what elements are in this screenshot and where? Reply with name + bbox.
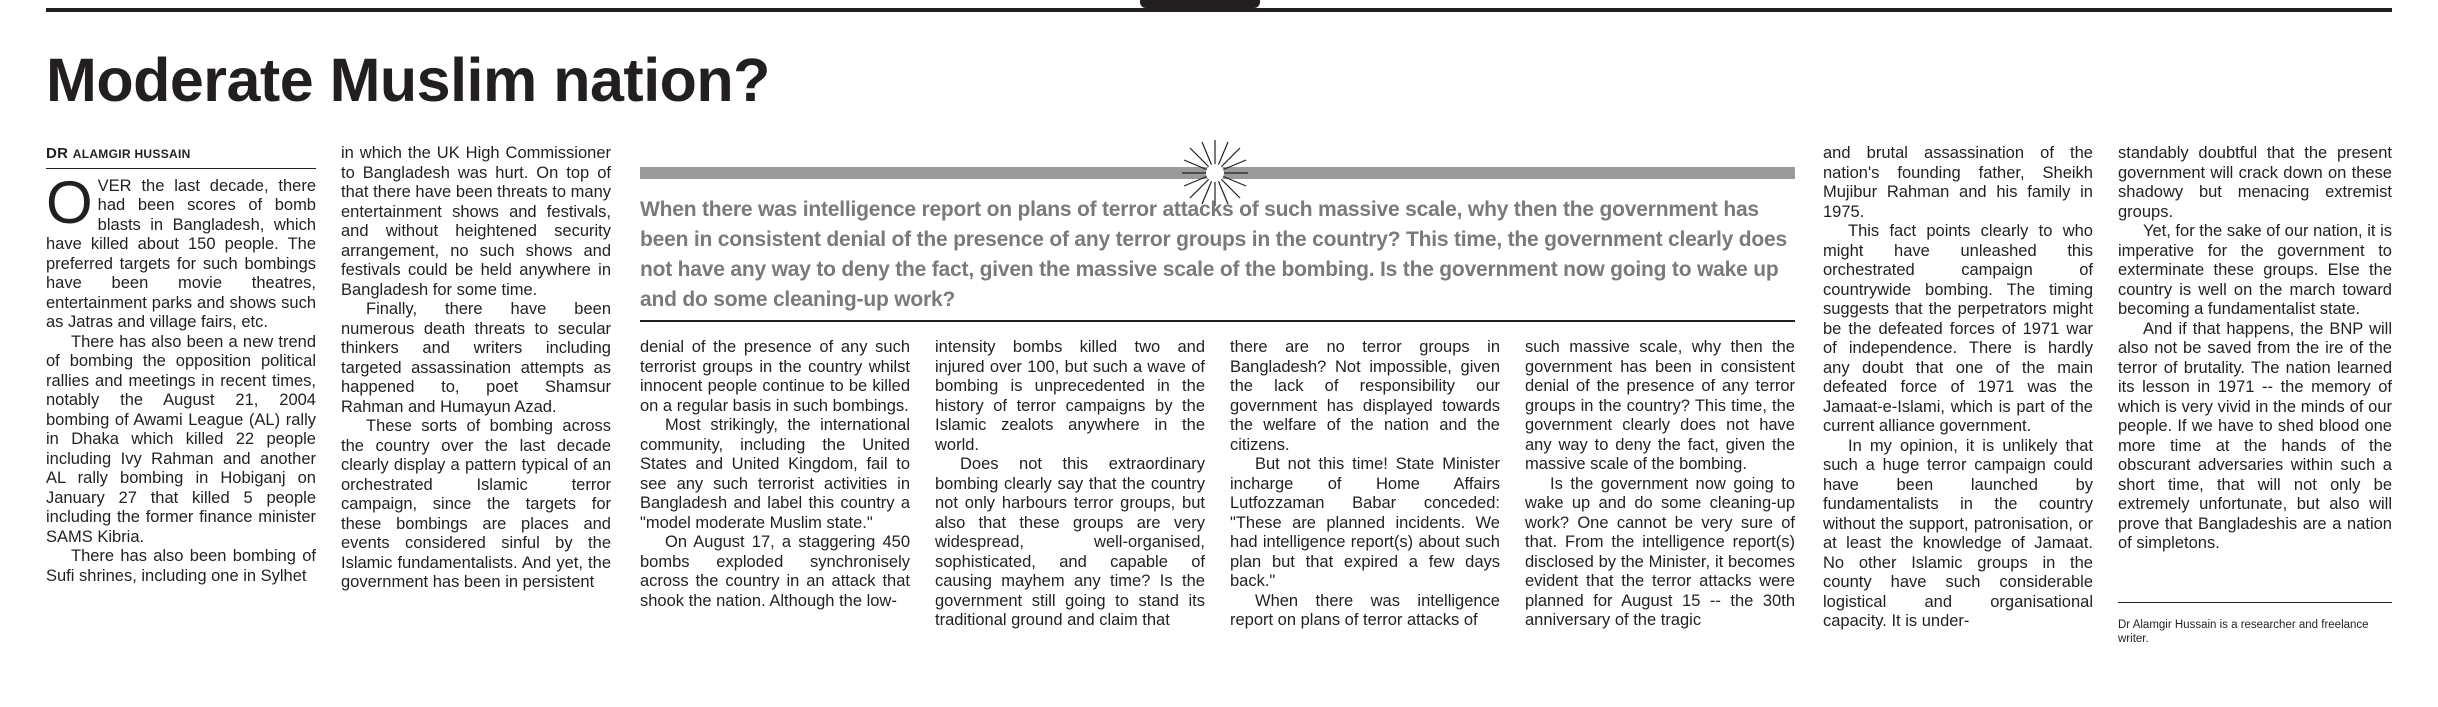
paragraph: Finally, there have been numerous death threats to secular thinkers and writers including targeted assassination attempts as happened to, poet Shamsur Rahman and Humayun Azad.: [341, 300, 611, 416]
drop-cap: O: [46, 168, 93, 236]
paragraph: But not this time! State Minister incharge of Home Affairs Lutfozzaman Babar conceded: "These are planned incidents. We had intelligence report(s) about such plan but that expired a few days back.": [1230, 455, 1500, 590]
paragraph: There has also been bombing of Sufi shrines, including one in Sylhet: [46, 547, 316, 585]
top-rule: [46, 8, 2392, 12]
column-5: [1230, 338, 1500, 631]
paragraph: denial of the presence of any such terrorist groups in the country whilst innocent people continue to be killed on a regular basis in such bombings.: [640, 338, 910, 415]
author-note-rule: [2118, 602, 2392, 603]
paragraph: When there was intelligence report on plans of terror attacks of: [1230, 591, 1500, 629]
paragraph: there are no terror groups in Bangladesh? Not impossible, given the lack of responsibility our government has displayed towards the welfare of the nation and the citizens.: [1230, 338, 1500, 454]
column-1: [46, 144, 316, 586]
column-2: [341, 144, 611, 593]
paragraph: This fact points clearly to who might have unleashed this orchestrated campaign of countrywide bombing. The timing suggests that the perpetrators might be the defeated forces of 1971 war of independence. There is hardly any doubt that one of the main defeated force of 1971 was the Jamaat-e-Islami, which is part of the current alliance government.: [1823, 222, 2093, 435]
column-8: [2118, 144, 2392, 554]
headline: Moderate Muslim nation?: [46, 46, 770, 114]
paragraph: On August 17, a staggering 450 bombs exploded synchronisely across the country in an attack that shook the nation. Although the low-: [640, 533, 910, 610]
column-7: [1823, 144, 2093, 632]
paragraph: such massive scale, why then the government has been in consistent denial of the presence of any terror groups in the country? This time, the government clearly does not have any way to deny the fact, given the massive scale of the bombing.: [1525, 338, 1795, 473]
paragraph: and brutal assassination of the nation's founding father, Sheikh Mujibur Rahman and his family in 1975.: [1823, 144, 2093, 221]
paragraph: standably doubtful that the present government will crack down on these shadowy but menacing extremist groups.: [2118, 144, 2392, 221]
column-4: [935, 338, 1205, 631]
paragraph: These sorts of bombing across the country over the last decade clearly display a pattern typical of an orchestrated Islamic terror campaign, since the targets for these bombings are places and events considered sinful by the Islamic fundamentalists. And yet, the government has been in persistent: [341, 417, 611, 591]
byline: DR ALAMGIR HUSSAIN: [46, 144, 316, 169]
paragraph: Is the government now going to wake up and do some cleaning-up work? One cannot be very sure of that. From the intelligence report(s) disclosed by the Minister, it becomes evident that the terror attacks were planned for August 15 -- the 30th anniversary of the tragic: [1525, 474, 1795, 629]
pull-quote-rule: [640, 320, 1795, 322]
paragraph: And if that happens, the BNP will also not be saved from the ire of the terror of brutality. The nation learned its lesson in 1971 -- the memory of which is very vivid in the minds of our people. If we have to shed blood one more time at the hands of the obscurant adversaries within such a short time, that will not only be extremely unfortunate, but also will prove that Bangladeshis are a nation of simpletons.: [2118, 319, 2392, 552]
paragraph: OVER the last decade, there had been scores of bomb blasts in Bangladesh, which have killed about 150 people. The preferred targets for such bombings have been movie theatres, entertainment parks and shows such as Jatras and village fairs, etc.: [46, 168, 316, 331]
paragraph: Does not this extraordinary bombing clearly say that the country not only harbours terror groups, but also that these groups are very widespread, well-organised, sophisticated, and capable of causing mayhem any time? Is the government still going to stand its traditional ground and claim that: [935, 455, 1205, 629]
column-3: [640, 338, 910, 611]
paragraph: in which the UK High Commissioner to Bangladesh was hurt. On top of that there have been threats to many entertainment shows and festivals, and without heightened security arrangement, no such shows and festivals could be held anywhere in Bangladesh for some time.: [341, 144, 611, 299]
paragraph: Yet, for the sake of our nation, it is imperative for the government to exterminate these groups. Else the country is well on the march toward becoming a fundamentalist state.: [2118, 222, 2392, 318]
paragraph: In my opinion, it is unlikely that such a huge terror campaign could have been launched by fundamentalists in the country without the support, patronisation, or at least the knowledge of Jamaat. No other Islamic groups in the county have such considerable logistical and organisational capacity. It is under-: [1823, 436, 2093, 630]
paragraph: intensity bombs killed two and injured over 100, but such a wave of bombing is unprecedented in the history of terror campaigns by the Islamic zealots anywhere in the world.: [935, 338, 1205, 454]
paragraph: There has also been a new trend of bombing the opposition political rallies and meetings in recent times, notably the August 21, 2004 bombing of Awami League (AL) rally in Dhaka which killed 22 people including Ivy Rahman and another AL rally bombing in Hobiganj on January 27 that killed 5 people including the former finance minister SAMS Kibria.: [46, 332, 316, 546]
section-tab-mark: [1140, 0, 1260, 8]
author-note: Dr Alamgir Hussain is a researcher and freelance writer.: [2118, 619, 2369, 645]
pull-quote: When there was intelligence report on plans of terror attacks of such massive scale, why then the government has been in consistent denial of the presence of any terror groups in the country? This time, the government clearly does not have any way to deny the fact, given the massive scale of the bombing. Is the government now going to wake up and do some cleaning-up work?: [640, 198, 1788, 311]
paragraph: Most strikingly, the international community, including the United States and United Kingdom, fail to see any such terrorist activities in Bangladesh and label this country a "model moderate Muslim state.": [640, 416, 910, 532]
column-6: [1525, 338, 1795, 631]
